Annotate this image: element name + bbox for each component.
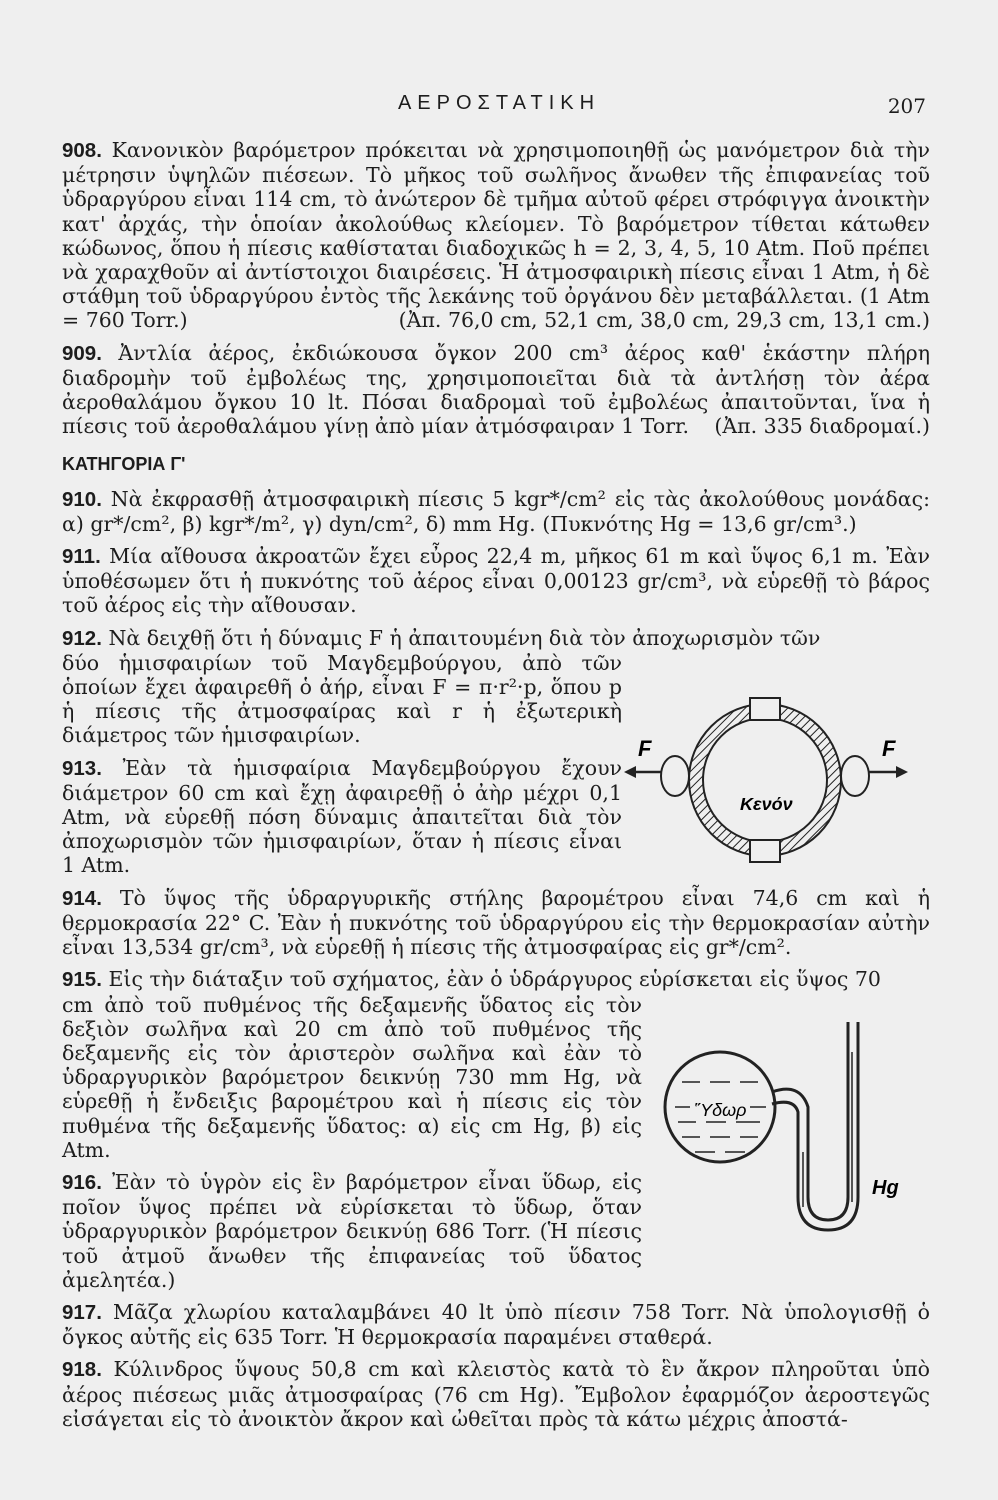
problem-number: 917. <box>62 1300 102 1324</box>
problem-910 <box>62 487 930 536</box>
problem-911 <box>62 544 930 618</box>
problem-918 <box>62 1357 930 1431</box>
problem-909 <box>62 341 930 439</box>
problem-917 <box>62 1300 930 1349</box>
top-seam-flange <box>750 698 780 720</box>
problem-text: Εἰς τὴν διάταξιν τοῦ σχήματος, ἐὰν ὁ ὑδράργυρος εὑρίσκεται εἰς ὕψος 70 <box>108 967 881 992</box>
page-header <box>0 92 998 122</box>
problem-text: Ἀντλία ἀέρος, ἐκδιώκουσα ὄγκον 200 cm³ ἀέρος καθ' ἑκάστην πλήρη διαδρομὴν τοῦ ἐμβολέως της, χρησιμοποιεῖται διὰ τὰ ἀντλήσῃ τὸν ἀέρα ἀεροθαλάμου ὄγκου 10 lt. Πόσαι διαδρομαὶ τοῦ ἐμβολέως ἀπαιτοῦνται, ἵνα ἡ πίεσις τοῦ ἀεροθαλάμου γίνῃ ἀπὸ μίαν ἀτμόσφαιραν 1 Torr. <box>62 340 930 439</box>
problem-text: Μία αἴθουσα ἀκροατῶν ἔχει εὖρος 22,4 m, μῆκος 61 m καὶ ὕψος 6,1 m. Ἐὰν ὑποθέσωμεν ὅτι ἡ πυκνότης τοῦ ἀέρος εἶναι 0,00123 gr/cm³, νὰ εὑρεθῇ τὸ βάρος τοῦ ἀέρος εἰς τὴν αἴθουσαν. <box>62 544 930 618</box>
problem-answer: (Ἀπ. 76,0 cm, 52,1 cm, 38,0 cm, 29,3 cm, 13,1 cm.) <box>398 308 930 333</box>
problem-text: Μᾶζα χλωρίου καταλαμβάνει 40 lt ὑπὸ πίεσιν 758 Torr. Νὰ ὑπολογισθῇ ὁ ὄγκος αὐτῆς εἰς 635 Torr. Ἡ θερμοκρασία παραμένει σταθερά. <box>62 1299 930 1350</box>
problem-number: 916. <box>62 1170 102 1194</box>
problem-number: 918. <box>62 1358 102 1382</box>
problem-number: 912. <box>62 626 102 650</box>
problem-916 <box>62 1170 642 1292</box>
left-handle <box>661 756 689 796</box>
problem-number: 908. <box>62 139 102 162</box>
problem-text: Κανονικὸν βαρόμετρον πρόκειται νὰ χρησιμοποιηθῇ ὡς μανόμετρον διὰ τὴν μέτρησιν ὑψηλῶν πιέσεων. Τὸ μῆκος τοῦ σωλῆνος ἄνωθεν τῆς ἐπιφανείας τοῦ ὑδραργύρου εἶναι 114 cm, τὸ ἀνώτερον δὲ τμῆμα αὐτοῦ φέρει στρόφιγγα ἀνοικτὴν κατ' ἀρχάς, τὴν ὁποίαν ἀκολούθως κλείομεν. Τὸ βαρόμετρον τίθεται κάτωθεν κώδωνος, ὅπου ἡ πίεσις καθίσταται διαδοχικῶς h = 2, 3, 4, 5, 10 Atm. Ποῦ πρέπει νὰ χαραχθοῦν αἱ ἀντίστοιχοι διαιρέσεις. Ἡ ἀτμοσφαιρικὴ πίεσις εἶναι 1 Atm, ἡ δὲ στάθμη τοῦ ὑδραργύρου ἐντὸς τῆς λεκάνης τοῦ ὀργάνου δὲν μεταβάλλεται. (1 Atm = 760 Torr.) <box>62 138 930 333</box>
problem-913 <box>62 756 622 878</box>
category-heading: ΚΑΤΗΓΟΡΙΑ Γ' <box>62 454 186 475</box>
problem-912-continued <box>62 651 622 748</box>
problem-number: 909. <box>62 341 102 365</box>
mercury-label: Hg <box>872 1177 899 1199</box>
right-force-label: F <box>882 736 896 761</box>
u-tube-inner <box>772 1022 858 1230</box>
problem-912 <box>62 626 930 651</box>
problem-914 <box>62 886 930 960</box>
problem-text: Νὰ δειχθῇ ὅτι ἡ δύναμις F ἡ ἀπαιτουμένη διὰ τὸν ἀποχωρισμὸν τῶν <box>108 625 821 650</box>
water-tank-manometer-figure <box>660 1012 930 1237</box>
problem-text: Νὰ ἐκφρασθῇ ἀτμοσφαιρικὴ πίεσις 5 kgr*/cm² εἰς τὰς ἀκολούθους μονάδας: α) gr*/cm², β) kgr*/m², γ) dyn/cm², δ) mm Hg. (Πυκνότης Hg = 13,6 gr/cm³.) <box>62 486 930 536</box>
problem-text: δύο ἡμισφαιρίων τοῦ Μαγδεμβούργου, ἀπὸ τῶν ὁποίων ἔχει ἀφαιρεθῆ ὁ ἀήρ, εἶναι F = π·r²·p, ὅπου p ἡ πίεσις τῆς ἀτμοσφαίρας καὶ r ἡ ἐξωτερικὴ διάμετρος τῶν ἡμισφαιρίων. <box>62 650 622 748</box>
sphere-wall-hatching <box>689 704 841 856</box>
water-label: Ὕδωρ <box>694 1100 747 1120</box>
right-handle <box>841 756 869 796</box>
running-title: ΑΕΡΟΣΤΑΤΙΚΗ <box>397 92 601 114</box>
page-number: 207 <box>887 94 926 118</box>
problem-915 <box>62 967 930 992</box>
problem-908 <box>62 138 930 333</box>
problem-number: 914. <box>62 886 102 910</box>
problem-text: Τὸ ὕψος τῆς ὑδραργυρικῆς στήλης βαρομέτρου εἶναι 74,6 cm καὶ ἡ θερμοκρασία 22° C. Ἐὰν ἡ πυκνότης τοῦ ὑδραργύρου εἰς τὴν θερμοκρασίαν αὐτὴν εἶναι 13,534 gr/cm³, νὰ εὑρεθῇ ἡ πίεσις τῆς ἀτμοσφαίρας εἰς gr*/cm². <box>62 885 930 960</box>
u-tube-outer <box>772 1022 848 1220</box>
left-arrowhead <box>624 766 636 778</box>
right-arrowhead <box>896 766 908 778</box>
bottom-seam-flange <box>750 840 780 862</box>
left-force-label: F <box>638 736 652 761</box>
vacuum-label: Κενόν <box>740 794 793 814</box>
problem-text: Ἐὰν τὸ ὑγρὸν εἰς ἓν βαρόμετρον εἶναι ὕδωρ, εἰς ποῖον ὕψος πρέπει νὰ εὑρίσκεται τὸ ὕδωρ, ὅταν ὑδραργυρικὸν βαρόμετρον δεικνύῃ 686 Torr. (Ἡ πίεσις τοῦ ἀτμοῦ ἄνωθεν τῆς ἐπιφανείας τοῦ ὕδατος ἀμελητέα.) <box>62 1169 642 1292</box>
problem-text: Κύλινδρος ὕψους 50,8 cm καὶ κλειστὸς κατὰ τὸ ἓν ἄκρον πληροῦται ὑπὸ ἀέρος πιέσεως μιᾶς ἀτμοσφαίρας (76 cm Hg). Ἔμβολον ἐφαρμόζον ἀεροστεγῶς εἰσάγεται εἰς τὸ ἀνοικτὸν ἄκρον καὶ ὠθεῖται πρὸς τὰ κάτω μέχρις ἀποστά- <box>62 1357 930 1431</box>
problem-number: 911. <box>62 545 101 569</box>
problem-text: cm ἀπὸ τοῦ πυθμένος τῆς δεξαμενῆς ὕδατος εἰς τὸν δεξιὸν σωλῆνα καὶ 20 cm ἀπὸ τοῦ πυθμένος τῆς δεξαμενῆς εἰς τὸν ἀριστερὸν σωλῆνα καὶ ἐὰν τὸ ὑδραργυρικὸν βαρόμετρον δεικνύῃ 730 mm Hg, νὰ εὑρεθῇ ἡ ἔνδειξις βαρομέτρου καὶ ἡ πίεσις εἰς τὸν πυθμένα τῆς δεξαμενῆς ὕδατος: α) εἰς cm Hg, β) εἰς Atm. <box>62 992 642 1162</box>
problem-915-continued <box>62 993 642 1162</box>
problem-number: 910. <box>62 487 102 511</box>
magdeburg-hemispheres-figure <box>620 680 910 870</box>
inner-sphere <box>703 718 827 842</box>
problem-text: Ἐὰν τὰ ἡμισφαίρια Μαγδεμβούργου ἔχουν διάμετρον 60 cm καὶ ἔχῃ ἀφαιρεθῇ ὁ ἀὴρ μέχρι 0,1 Atm, νὰ εὑρεθῇ πόση δύναμις ἀπαιτεῖται διὰ τὸν ἀποχωρισμὸν τῶν ἡμισφαιρίων, ὅταν ἡ πίεσις εἶναι 1 Atm. <box>62 755 622 878</box>
problem-number: 915. <box>62 968 102 992</box>
problem-number: 913. <box>62 756 102 780</box>
problem-answer: (Ἀπ. 335 διαδρομαί.) <box>714 414 930 439</box>
